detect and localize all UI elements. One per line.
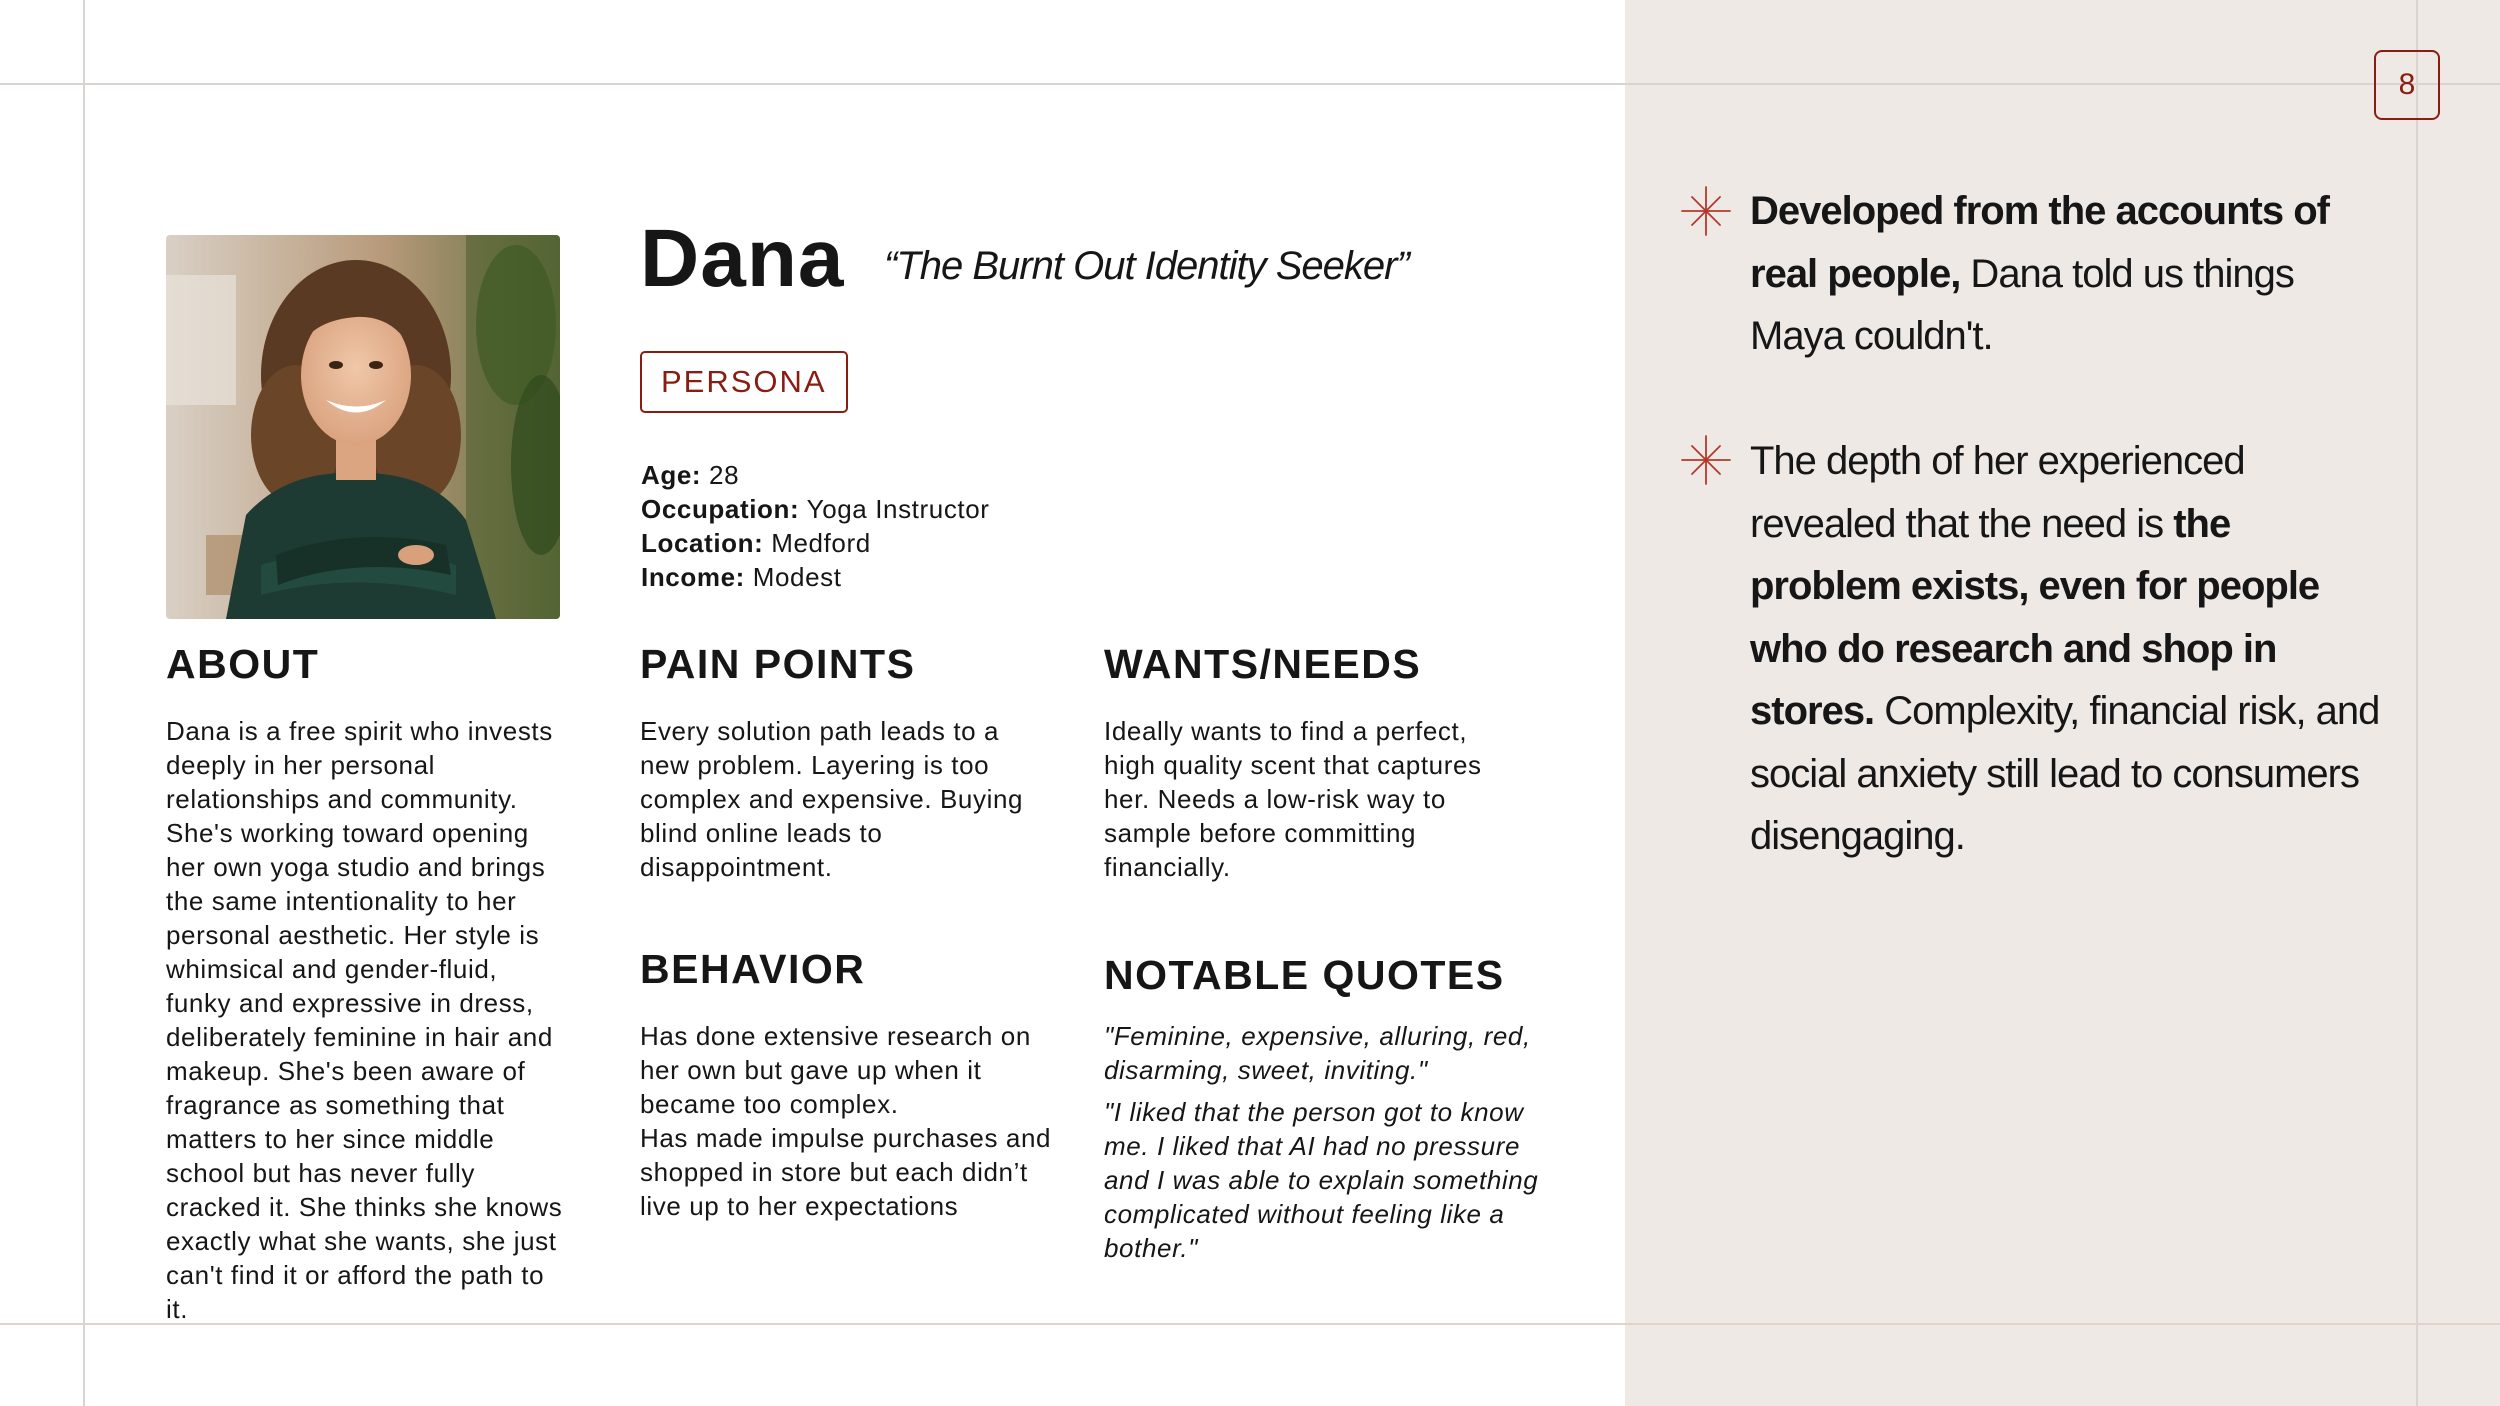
- persona-photo: [166, 235, 560, 619]
- insight-2: [1750, 430, 2390, 868]
- pain-points-body: Every solution path leads to a new problem. Layering is too complex and expensive. Buying blind online leads to disappointment.: [640, 716, 1024, 882]
- quote: "I liked that the person got to know me. I liked that AI had no pressure and I was able to explain something complicated without feeling like a bother.": [1104, 1097, 1539, 1263]
- fact-value: Modest: [744, 562, 842, 592]
- insight-2-text-after: Complexity, financial risk, and social anxiety still lead to consumers disengaging.: [1750, 689, 2380, 858]
- notable-quotes-title: NOTABLE QUOTES: [1104, 952, 1505, 998]
- page-number-badge: [2374, 50, 2440, 120]
- right-rule: [2416, 0, 2418, 1406]
- persona-name: Dana: [640, 213, 845, 304]
- fact-label: Income:: [641, 562, 745, 592]
- insight-1-bold: Developed from the accounts of real people,: [1750, 189, 2329, 296]
- persona-tagline: “The Burnt Out Identity Seeker”: [884, 244, 1409, 288]
- about-body: Dana is a free spirit who invests deeply in her personal relationships and community. She's working toward opening her own yoga studio and brings the same intentionality to her personal aesthetic. Her style is whimsical and gender-fluid, funky and expressive in dress, deliberately feminine in hair and makeup. She's been aware of fragrance as something that matters to her since middle school but has never fully cracked it. She thinks she knows exactly what she wants, she just can't find it or afford the path to it.: [166, 716, 563, 1324]
- notable-quotes-body: [1104, 1019, 1554, 1265]
- wants-needs-body: Ideally wants to find a perfect, high quality scent that captures her. Needs a low-risk way to sample before committing financially.: [1104, 716, 1482, 882]
- sparkle-icon: [1680, 185, 1732, 237]
- fact-age: [641, 458, 990, 492]
- fact-label: Location:: [641, 528, 764, 558]
- fact-value: Medford: [763, 528, 871, 558]
- sparkle-icon: [1680, 434, 1732, 486]
- page-number: 8: [2398, 68, 2416, 101]
- insight-1-text: Dana told us things Maya couldn't.: [1750, 251, 2294, 358]
- top-rule: [0, 83, 2500, 85]
- fact-occupation: [641, 492, 990, 526]
- persona-badge-label: PERSONA: [661, 364, 827, 399]
- insight-2-bold: the problem exists, even for people who do research and shop in stores.: [1750, 501, 2320, 733]
- behavior-body: [640, 1019, 1060, 1223]
- behavior-line: Has made impulse purchases and shopped in store but each didn’t live up to her expectations: [640, 1123, 1052, 1221]
- persona-facts: [641, 458, 990, 594]
- fact-value: Yoga Instructor: [799, 494, 990, 524]
- behavior-title: BEHAVIOR: [640, 946, 866, 992]
- pain-points-title: PAIN POINTS: [640, 641, 916, 687]
- fact-label: Occupation:: [641, 494, 800, 524]
- fact-value: 28: [701, 460, 740, 490]
- quote: "Feminine, expensive, alluring, red, disarming, sweet, inviting.": [1104, 1021, 1531, 1085]
- behavior-line: Has done extensive research on her own but gave up when it became too complex.: [640, 1021, 1031, 1119]
- insight-2-text-before: The depth of her experienced revealed that the need is: [1750, 439, 2245, 546]
- about-title: ABOUT: [166, 641, 320, 687]
- insight-1: [1750, 180, 2390, 368]
- wants-needs-title: WANTS/NEEDS: [1104, 641, 1422, 687]
- fact-income: [641, 560, 990, 594]
- fact-label: Age:: [641, 460, 702, 490]
- fact-location: [641, 526, 990, 560]
- left-rule: [83, 0, 85, 1406]
- persona-badge: [640, 351, 848, 413]
